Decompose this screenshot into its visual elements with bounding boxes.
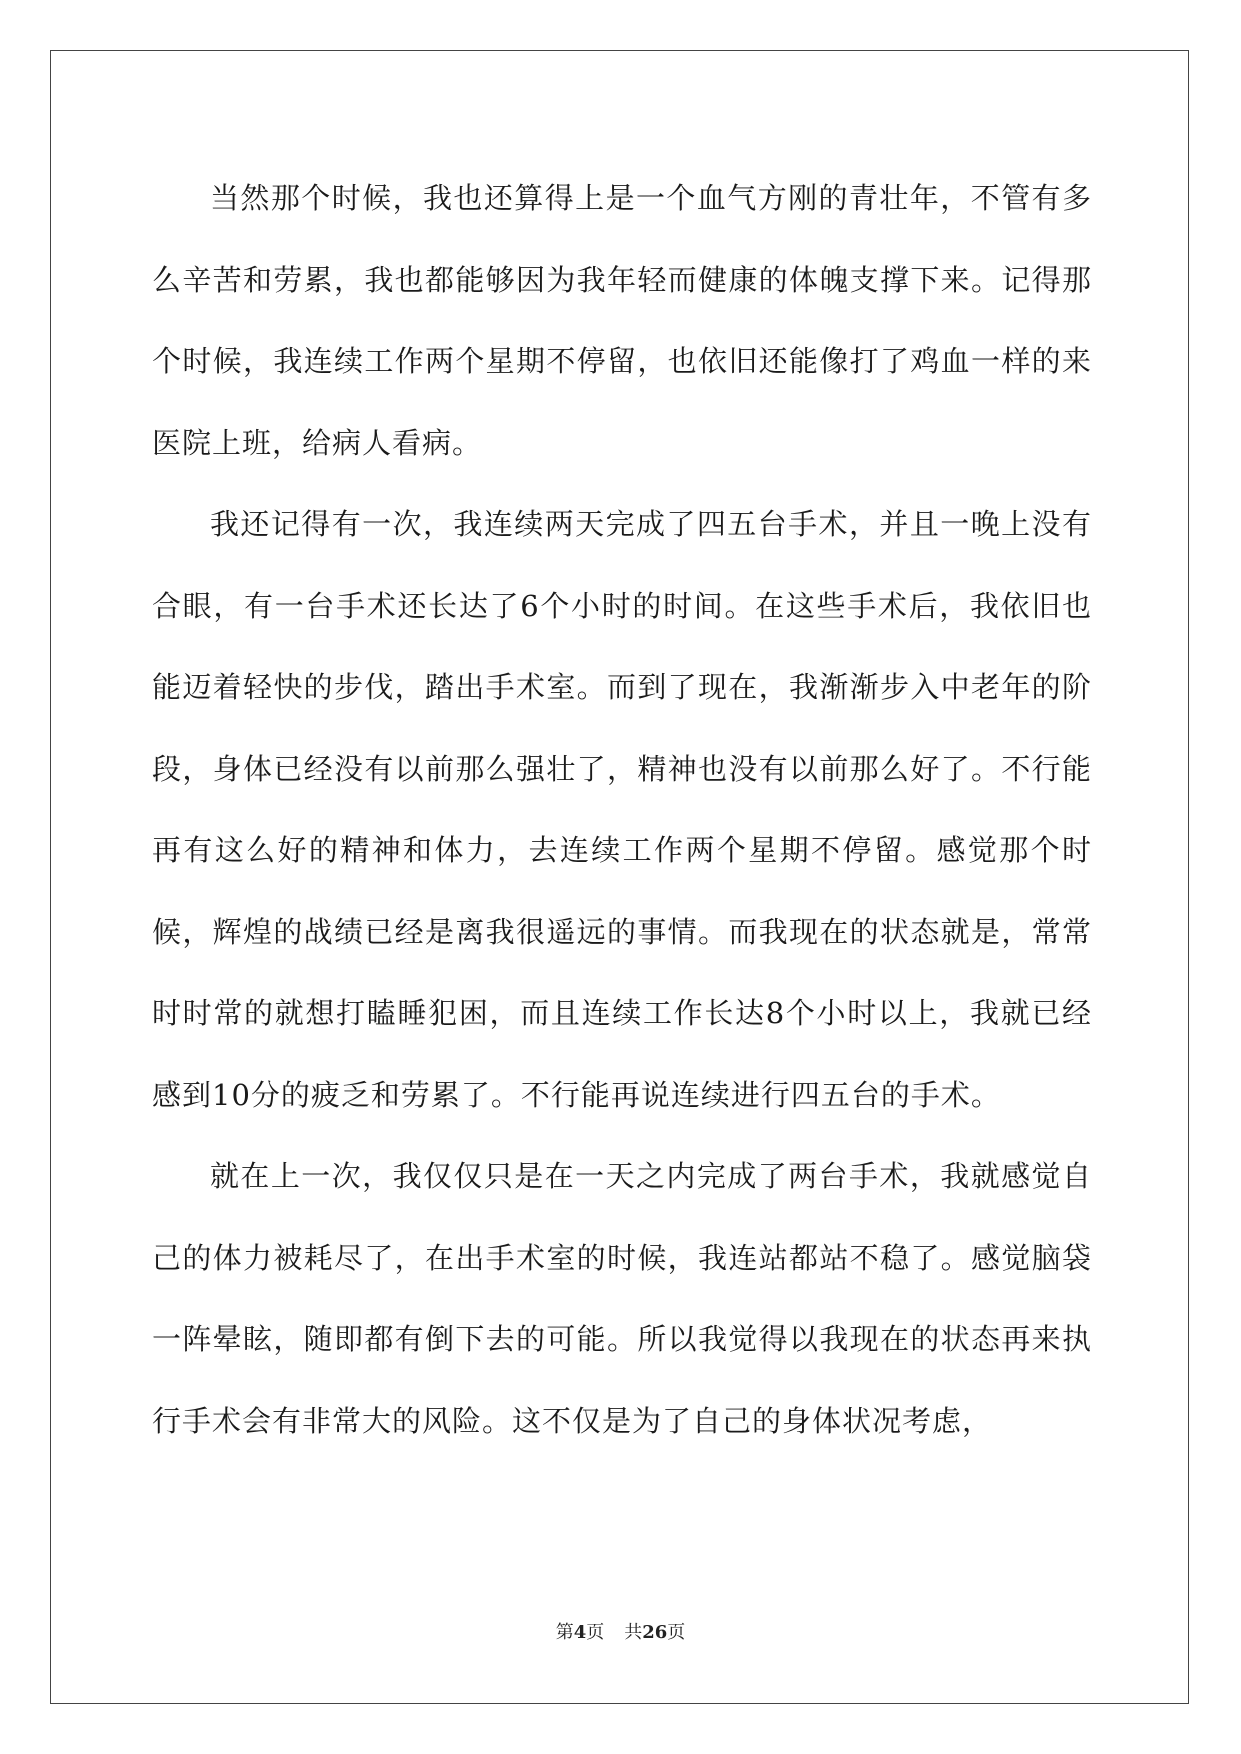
page-suffix: 页: [586, 1622, 605, 1643]
total-prefix: 共: [624, 1622, 643, 1643]
document-body: [152, 158, 1092, 1462]
page-prefix: 第: [555, 1622, 574, 1643]
total-pages: 26: [642, 1622, 668, 1643]
paragraph-2: 我还记得有一次，我连续两天完成了四五台手术，并且一晚上没有合眼，有一台手术还长达了6个小时的时间。在这些手术后，我依旧也能迈着轻快的步伐，踏出手术室。而到了现在，我渐渐步入中老年的阶段，身体已经没有以前那么强壮了，精神也没有以前那么好了。不行能再有这么好的精神和体力，去连续工作两个星期不停留。感觉那个时候，辉煌的战绩已经是离我很遥远的事情。而我现在的状态就是，常常时时常的就想打瞌睡犯困，而且连续工作长达8个小时以上，我就已经感到10分的疲乏和劳累了。不行能再说连续进行四五台的手术。: [152, 507, 1092, 1112]
paragraph-1: 当然那个时候，我也还算得上是一个血气方刚的青壮年，不管有多么辛苦和劳累，我也都能够因为我年轻而健康的体魄支撑下来。记得那个时候，我连续工作两个星期不停留，也依旧还能像打了鸡血一样的来医院上班，给病人看病。: [152, 181, 1092, 460]
page-number: 4: [573, 1622, 587, 1643]
page-footer: [0, 1618, 1241, 1644]
paragraph-3: 就在上一次，我仅仅只是在一天之内完成了两台手术，我就感觉自己的体力被耗尽了，在出手术室的时候，我连站都站不稳了。感觉脑袋一阵晕眩，随即都有倒下去的可能。所以我觉得以我现在的状态再来执行手术会有非常大的风险。这不仅是为了自己的身体状况考虑，: [152, 1159, 1092, 1438]
total-suffix: 页: [667, 1622, 686, 1643]
